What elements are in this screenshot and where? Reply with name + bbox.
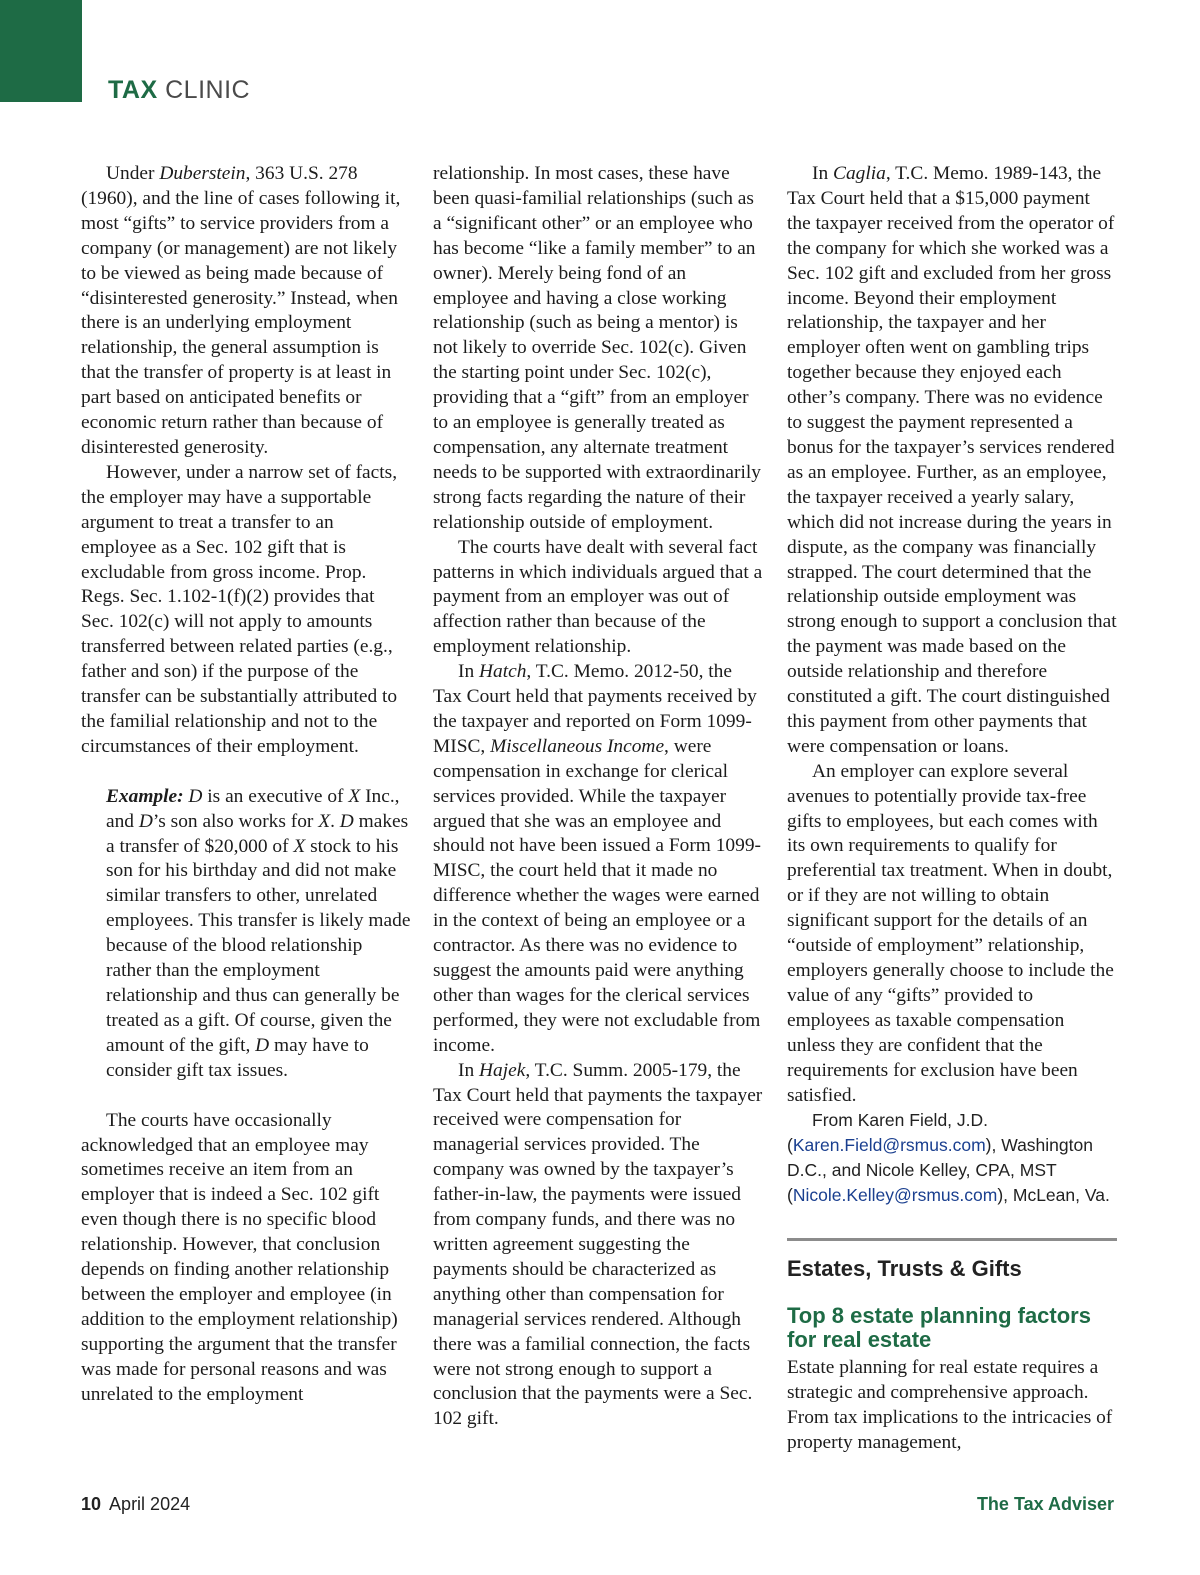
email-link-nicole-kelley[interactable]: Nicole.Kelley@rsmus.com xyxy=(792,1185,998,1206)
example-label: Example: xyxy=(106,785,184,807)
issue-date: April 2024 xyxy=(109,1494,191,1514)
paragraph: relationship. In most cases, these have been quasi-familial relationships (such as a “significant other” or an employee who has become “like a family member” to an owner). Merely being fond of an employee and having a close working relationship (such as being a mentor) is not likely to override Sec. 102(c). Given the starting point under Sec. 102(c), providing that a “gift” from an employer to an employee is generally treated as compensation, any alternate treatment needs to be supported with extraordinarily strong facts regarding the nature of their relationship outside of employment. xyxy=(433,163,761,533)
section-title: Estates, Trusts & Gifts xyxy=(787,1256,1022,1282)
author-byline: From Karen Field, J.D. (Karen.Field@rsmus.com), Washington D.C., and Nicole Kelley, CPA, MST (Nicole.Kelley@rsmus.com), McLean, Va. xyxy=(787,1110,1110,1206)
paragraph: An employer can explore several avenues to potentially provide tax-free gifts to employees, but each comes with its own requirements to qualify for preferential tax treatment. When in doubt, or if they are not willing to obtain significant support for the details of an “outside of employment” relationship, employers generally choose to include the value of any “gifts” provided to employees as taxable compensation unless they are confident that the requirements for exclusion have been satisfied. xyxy=(787,760,1114,1106)
column-3 xyxy=(787,162,1117,1456)
case-name: Hatch xyxy=(479,661,527,683)
column-1 xyxy=(81,162,411,1408)
article-title: Top 8 estate planning factors for real estate xyxy=(787,1303,1091,1353)
example-box xyxy=(106,785,411,1084)
paragraph: However, under a narrow set of facts, the employer may have a supportable argument to treat a transfer to an employee as a Sec. 102 gift that is excludable from gross income. Prop. Regs. Sec. 1.102-1(f)(2) provides that Sec. 102(c) will not apply to amounts transferred between related parties (e.g., father and son) if the purpose of the transfer can be substantially attributed to the familial relationship and not to the circumstances of their employment. xyxy=(81,461,398,757)
case-name: Duberstein xyxy=(159,163,246,184)
header-tax: TAX xyxy=(108,76,158,104)
column-2 xyxy=(433,162,765,1432)
paragraph: The courts have dealt with several fact patterns in which individuals argued that a payment from an employer was out of affection rather than because of the employment relationship. xyxy=(433,536,763,658)
email-link-karen-field[interactable]: Karen.Field@rsmus.com xyxy=(792,1135,986,1156)
case-name: Caglia xyxy=(833,163,886,184)
header-clinic: CLINIC xyxy=(165,76,251,104)
paragraph: In Hajek, T.C. Summ. 2005-179, the Tax Court held that payments the taxpayer received were compensation for managerial services provided. The company was owned by the taxpayer’s father-in-law, the payments were issued from company funds, and there was no written agreement suggesting the payments should be characterized as anything other than compensation for managerial services rendered. Although there was a familial connection, the facts were not strong enough to support a conclusion that the payments were a Sec. 102 gift. xyxy=(433,1059,763,1430)
example-text: Example: D is an executive of X Inc., and D’s son also works for X. D makes a transfer of $20,000 of X stock to his son for his birthday and did not make similar transfers to other, unrelated employees. This transfer is likely made because of the blood relationship rather than the employment relationship and thus can generally be treated as a gift. Of course, given the amount of the gift, D may have to consider gift tax issues. xyxy=(106,785,411,1081)
publication-name: The Tax Adviser xyxy=(976,1494,1114,1514)
header-color-block xyxy=(0,0,82,102)
page-number: 10 xyxy=(81,1494,102,1514)
section-divider xyxy=(787,1238,1117,1241)
footer-issue xyxy=(81,1494,190,1515)
section-header xyxy=(108,76,250,105)
case-name: Hajek xyxy=(479,1059,526,1081)
paragraph: In Caglia, T.C. Memo. 1989-143, the Tax Court held that a $15,000 payment the taxpayer received from the operator of the company for which she worked was a Sec. 102 gift and excluded from her gross income. Beyond their employment relationship, the taxpayer and her employer often went on gambling trips together because they enjoyed each other’s company. There was no evidence to suggest the payment represented a bonus for the taxpayer’s services rendered as an employee. Further, as an employee, the taxpayer received a yearly salary, which did not increase during the years in dispute, as the company was financially strapped. The court determined that the relationship outside employment was strong enough to support a conclusion that the payment was made based on the outside relationship and therefore constituted a gift. The court distinguished this payment from other payments that were compensation or loans. xyxy=(787,163,1117,757)
form-title: Miscellaneous Income xyxy=(490,735,665,757)
paragraph: In Hatch, T.C. Memo. 2012-50, the Tax Court held that payments received by the taxpayer and reported on Form 1099-MISC, Miscellaneous Income, were compensation in exchange for clerical services provided. While the taxpayer argued that she was an employee and should not have been issued a Form 1099-MISC, the court held that it made no difference whether the wages were earned in the context of being an employee or a contractor. As there was no evidence to suggest the amounts paid were anything other than wages for the clerical services performed, they were not excludable from income. xyxy=(433,661,761,1056)
paragraph: The courts have occasionally acknowledged that an employee may sometimes receive an item from an employer that is indeed a Sec. 102 gift even though there is no specific blood relationship. However, that conclusion depends on finding another relationship between the employer and employee (in addition to the employment relationship) supporting the argument that the transfer was made for personal reasons and was unrelated to the employment xyxy=(81,1109,398,1405)
paragraph: Under Duberstein, 363 U.S. 278 (1960), and the line of cases following it, most “gifts” to service providers from a company (or management) are not likely to be viewed as being made because of “disinterested generosity.” Instead, when there is an underlying employment relationship, the general assumption is that the transfer of property is at least in part based on anticipated benefits or economic return rather than because of disinterested generosity. xyxy=(81,163,401,458)
article-intro: Estate planning for real estate requires a strategic and comprehensive approach. From tax implications to the intricacies of property management, xyxy=(787,1357,1113,1454)
